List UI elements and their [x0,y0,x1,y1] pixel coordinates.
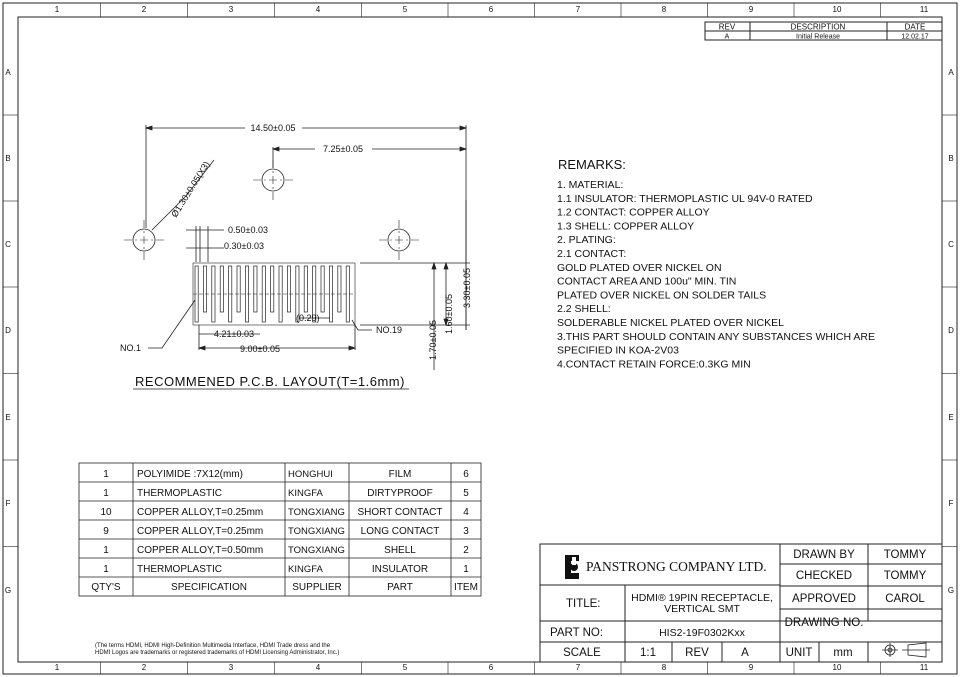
bom-cell: COPPER ALLOY,T=0.50mm [137,545,264,556]
remark-line: 4.CONTACT RETAIN FORCE:0.3KG MIN [557,358,751,371]
bom-header: PART [387,582,413,593]
scale-value: 1:1 [640,647,656,659]
pcb-pad [271,266,274,312]
bom-cell: 9 [103,526,109,537]
bom-cell: 1 [103,545,109,556]
bom-header: SUPPLIER [292,582,342,593]
pin-last-label: NO.19 [376,325,403,335]
pcb-pad [321,266,324,312]
remark-line: 1.2 CONTACT: COPPER ALLOY [557,206,710,219]
grid-col-bottom-4: 4 [315,663,321,672]
grid-col-bottom-6: 6 [488,663,494,672]
remark-line: SPECIFIED IN KOA-2V03 [557,344,679,357]
grid-row-left-A: A [5,68,11,77]
grid-col-top-2: 2 [141,5,147,14]
pcb-layout [124,125,470,370]
grid-row-left-C: C [5,240,11,249]
hole-diameter-label: Ø1.30±0.05(X3) [169,159,212,220]
pcb-dimension-labels [120,123,472,360]
part-no-label: PART NO: [550,627,604,639]
grid-col-top-10: 10 [832,5,842,14]
grid-row-right-D: D [948,326,954,335]
grid-row-right-C: C [948,240,954,249]
pad-gap-label: (0.29) [296,313,320,323]
grid-col-bottom-1: 1 [54,663,60,672]
part-no-value: HIS2-19F0302Kxx [659,627,745,639]
pcb-pad [304,266,307,312]
bom-cell: TONGXIANG [288,545,345,556]
bom-cell: COPPER ALLOY,T=0.25mm [137,526,264,537]
bom-cell: THERMOPLASTIC [137,564,223,575]
grid-col-top-6: 6 [488,5,494,14]
pad-width-label: 0.30±0.03 [224,241,264,251]
grid-col-bottom-9: 9 [748,663,754,672]
grid-col-bottom-5: 5 [402,663,408,672]
bom-cell: 1 [463,564,469,575]
bom-cell: 6 [463,469,469,480]
trademark-footnote [95,643,339,656]
bom-cell: 10 [100,507,112,518]
bom-cell: COPPER ALLOY,T=0.25mm [137,507,264,518]
grid-col-top-4: 4 [315,5,321,14]
bom-header: SPECIFICATION [171,582,247,593]
bom-cell: TONGXIANG [288,507,345,518]
drawing-no-label: DRAWING NO. [784,617,864,629]
footnote-line2: HDMI Logos are trademarks or registered trademarks of HDMI Licensing Administrator, Inc.) [95,650,340,656]
rev-header: REV [718,22,736,32]
remarks-block [557,157,875,370]
bom-cell: SHORT CONTACT [357,507,443,518]
grid-col-top-5: 5 [402,5,408,14]
grid-row-left-D: D [5,326,11,335]
remark-line: 3.THIS PART SHOULD CONTAIN ANY SUBSTANCES WHICH ARE [557,330,875,343]
remark-line: PLATED OVER NICKEL ON SOLDER TAILS [557,289,767,302]
grid-col-bottom-3: 3 [228,663,234,672]
drawn-by-label: DRAWN BY [793,549,855,561]
bom-cell: SHELL [384,545,416,556]
remark-line: 2. PLATING: [557,234,616,247]
bom-cell: FILM [388,469,412,480]
height-low-label: 1.70±0.05 [428,320,438,360]
company-logo [565,555,579,579]
rev-value-title: A [741,647,749,659]
remark-line: 2.1 CONTACT: [557,248,627,260]
bom-cell: 5 [463,488,469,499]
bom-cell: 1 [103,564,109,575]
pcb-pad [254,266,257,312]
height-mid-label: 1.60±0.05 [444,294,454,334]
unit-label: UNIT [785,647,813,659]
projection-symbol-icon [882,643,930,657]
remark-line: CONTACT AREA AND 100u" MIN. TIN [557,275,737,288]
bom-cell: 3 [463,526,469,537]
bom-cell: POLYIMIDE :7X12(mm) [137,469,243,480]
pcb-pad [237,266,240,312]
pcb-pad [220,266,223,312]
drawn-by-value: TOMMY [883,549,927,561]
remark-line: 2.2 SHELL: [557,303,611,316]
remark-line: SOLDERABLE NICKEL PLATED OVER NICKEL [557,317,784,329]
grid-col-top-9: 9 [748,5,754,14]
grid-col-top-3: 3 [228,5,234,14]
description-value: Initial Release [796,33,840,41]
grid-col-bottom-2: 2 [141,663,147,672]
grid-col-bottom-11: 11 [919,663,929,672]
bom-cell: 2 [463,545,469,556]
grid-col-bottom-10: 10 [832,663,842,672]
bom-cell: DIRTYPROOF [367,488,433,499]
title-label: TITLE: [566,598,601,610]
bom-cell: 1 [103,469,109,480]
approved-label: APPROVED [792,593,856,605]
dim-total-label: 14.50±0.05 [250,123,296,133]
bom-cell: INSULATOR [371,564,429,575]
height-total-label: 3.30±0.05 [462,268,472,308]
rev-value: A [724,33,730,41]
bom-cell: LONG CONTACT [360,526,440,537]
grid-row-right-F: F [948,499,954,508]
bom-cell: KINGFA [288,488,323,499]
remark-line: 1.1 INSULATOR: THERMOPLASTIC UL 94V-0 RATED [557,192,813,205]
grid-col-bottom-7: 7 [575,663,581,672]
offset-label: 4.21±0.03 [214,329,254,339]
grid-col-top-7: 7 [575,5,581,14]
checked-value: TOMMY [883,570,927,582]
bom-cell: 4 [463,507,469,518]
pitch-label: 0.50±0.03 [228,225,268,235]
revision-table [705,22,942,41]
pcb-pad [287,266,290,312]
company-name: PANSTRONG COMPANY LTD. [586,559,767,574]
grid-col-top-11: 11 [919,5,929,14]
checked-label: CHECKED [795,570,853,582]
date-value: 12.02.17 [901,33,929,41]
bom-cell: KINGFA [288,564,323,575]
grid-row-left-B: B [5,154,11,163]
grid-col-bottom-8: 8 [661,663,667,672]
unit-value: mm [833,647,853,659]
grid-col-top-1: 1 [54,5,60,14]
date-header: DATE [904,22,926,32]
bom-cell: THERMOPLASTIC [137,488,223,499]
grid-row-right-E: E [948,413,954,422]
grid-row-left-E: E [5,413,11,422]
bom-cell: 1 [103,488,109,499]
remarks-heading: REMARKS: [558,157,626,172]
pin-first-label: NO.1 [120,343,142,353]
grid-row-right-B: B [948,154,954,163]
rev-label: REV [685,647,709,659]
grid-row-right-G: G [947,586,955,595]
footnote-line1: (The terms HDMI, HDMI High-Definition Multimedia Interface, HDMI Trade dress and the [95,643,331,649]
remark-line: 1. MATERIAL: [557,179,624,191]
bom-cell: TONGXIANG [288,526,345,537]
grid-row-left-F: F [5,499,11,508]
grid-col-top-8: 8 [661,5,667,14]
pcb-pad [338,266,341,312]
scale-label: SCALE [563,647,601,659]
approved-value: CAROL [885,593,925,605]
bom-cell: HONGHUI [288,469,333,480]
pcb-layout-title: RECOMMENED P.C.B. LAYOUT(T=1.6mm) [135,374,405,389]
remark-line: 1.3 SHELL: COPPER ALLOY [557,220,695,233]
grid-row-left-G: G [4,586,12,595]
dim-half-label: 7.25±0.05 [323,144,363,154]
span-label: 9.00±0.05 [240,344,280,354]
bom-header: ITEM [454,582,478,593]
title-line1: HDMI® 19PIN RECEPTACLE, [631,592,773,604]
grid-row-right-A: A [948,68,954,77]
title-line2: VERTICAL SMT [664,603,740,615]
description-header: DESCRIPTION [790,22,846,32]
pcb-pad [203,266,206,312]
bom-header: QTY'S [91,582,121,593]
remark-line: GOLD PLATED OVER NICKEL ON [557,261,722,274]
